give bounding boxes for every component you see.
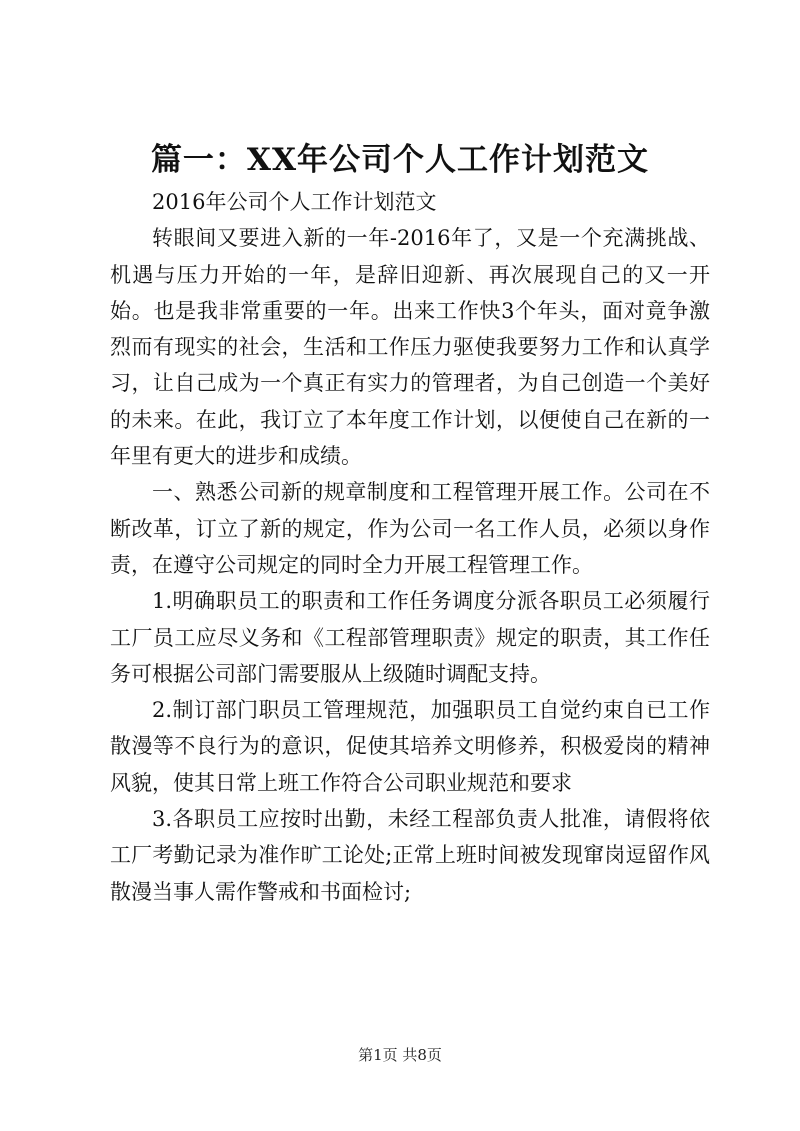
paragraph-intro: 转眼间又要进入新的一年-2016年了，又是一个充满挑战、机遇与压力开始的一年，是辞旧迎新、再次展现自己的又一开始。也是我非常重要的一年。出来工作快3个年头，面对竟争激烈而有现实的社会，生活和工作压力驱使我要努力工作和认真学习，让自己成为一个真正有实力的管理者，为自己创造一个美好的未来。在此，我订立了本年度工作计划，以便使自己在新的一年里有更大的进步和成绩。 <box>110 226 710 469</box>
paragraph-section-1: 一、熟悉公司新的规章制度和工程管理开展工作。公司在不断改革，订立了新的规定，作为公司一名工作人员，必须以身作责，在遵守公司规定的同时全力开展工程管理工作。 <box>110 480 710 577</box>
page-footer: 第1页 共8页 <box>358 1046 442 1064</box>
paragraph-item-1: 1.明确职员工的职责和工作任务调度分派各职员工必须履行工厂员工应尽义务和《工程部管理职责》规定的职责，其工作任务可根据公司部门需要服从上级随时调配支持。 <box>110 589 710 686</box>
paragraph-item-2: 2.制订部门职员工管理规范，加强职员工自觉约束自已工作散漫等不良行为的意识，促使其培养文明修养，积极爱岗的精神风貌，使其日常上班工作符合公司职业规范和要求 <box>110 698 710 795</box>
paragraph-item-3: 3.各职员工应按时出勤，未经工程部负责人批准，请假将依工厂考勤记录为准作旷工论处;正常上班时间被发现窜岗逗留作风散漫当事人需作警戒和书面检讨; <box>110 807 710 904</box>
document-title: 篇一：XX年公司个人工作计划范文 <box>150 142 650 178</box>
document-body <box>110 184 710 910</box>
paragraph-subtitle: 2016年公司个人工作计划范文 <box>152 190 437 214</box>
